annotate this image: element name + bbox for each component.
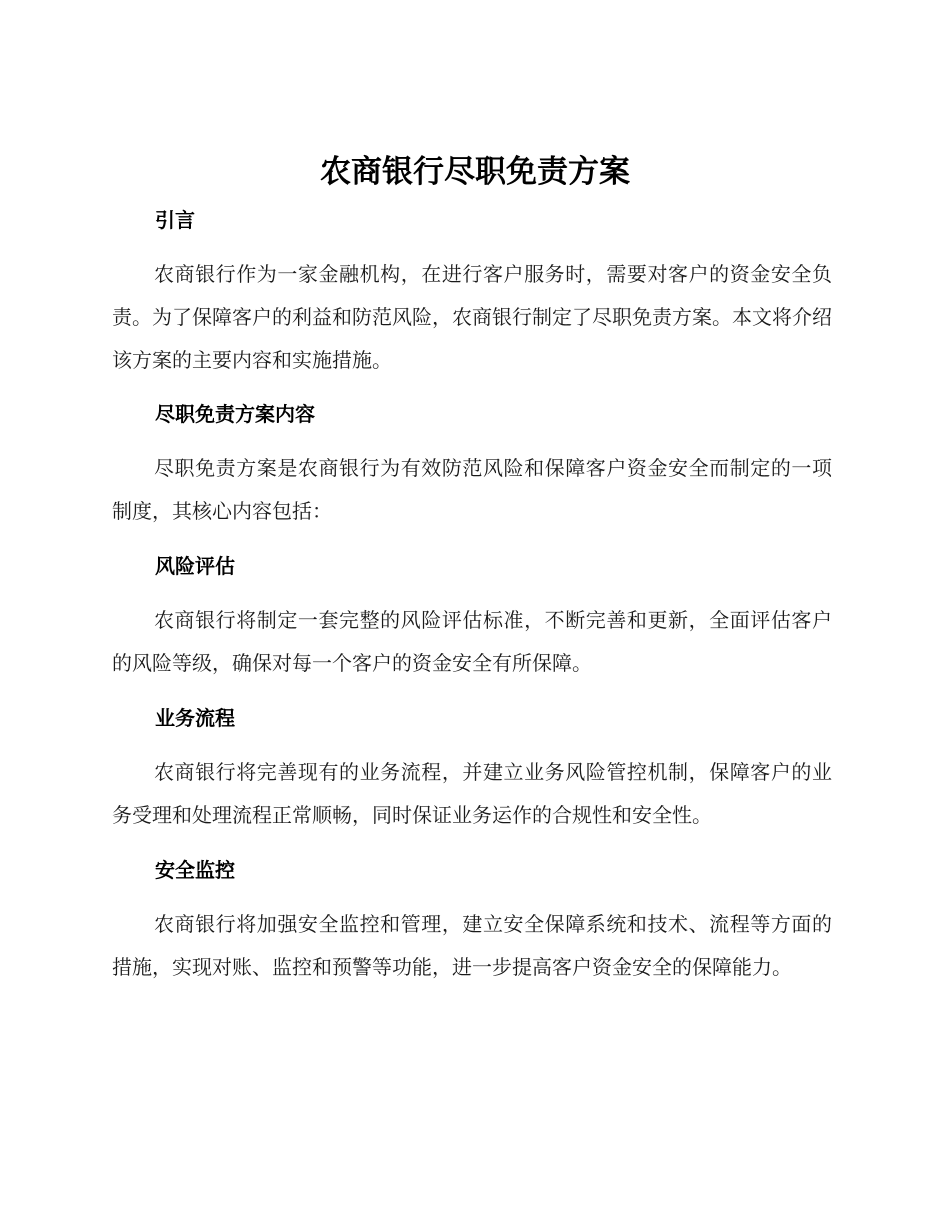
section-heading-business-process: 业务流程: [155, 706, 235, 730]
section-heading-risk-assessment: 风险评估: [155, 554, 235, 578]
section-paragraph-risk-assessment: 农商银行将制定一套完整的风险评估标准，不断完善和更新，全面评估客户的风险等级，确保对每一个客户的资金安全有所保障。: [112, 608, 832, 675]
section-paragraph-security-monitoring: 农商银行将加强安全监控和管理，建立安全保障系统和技术、流程等方面的措施，实现对账、监控和预警等功能，进一步提高客户资金安全的保障能力。: [112, 912, 832, 979]
section-heading-content: 尽职免责方案内容: [155, 402, 315, 426]
section-paragraph-intro: 农商银行作为一家金融机构，在进行客户服务时，需要对客户的资金安全负责。为了保障客户的利益和防范风险，农商银行制定了尽职免责方案。本文将介绍该方案的主要内容和实施措施。: [112, 262, 832, 372]
section-paragraph-content: 尽职免责方案是农商银行为有效防范风险和保障客户资金安全而制定的一项制度，其核心内容包括：: [112, 456, 832, 523]
section-paragraph-business-process: 农商银行将完善现有的业务流程，并建立业务风险管控机制，保障客户的业务受理和处理流程正常顺畅，同时保证业务运作的合规性和安全性。: [112, 760, 832, 827]
document-title: 农商银行尽职免责方案: [320, 154, 630, 190]
section-heading-intro: 引言: [155, 208, 195, 232]
section-heading-security-monitoring: 安全监控: [155, 858, 235, 882]
